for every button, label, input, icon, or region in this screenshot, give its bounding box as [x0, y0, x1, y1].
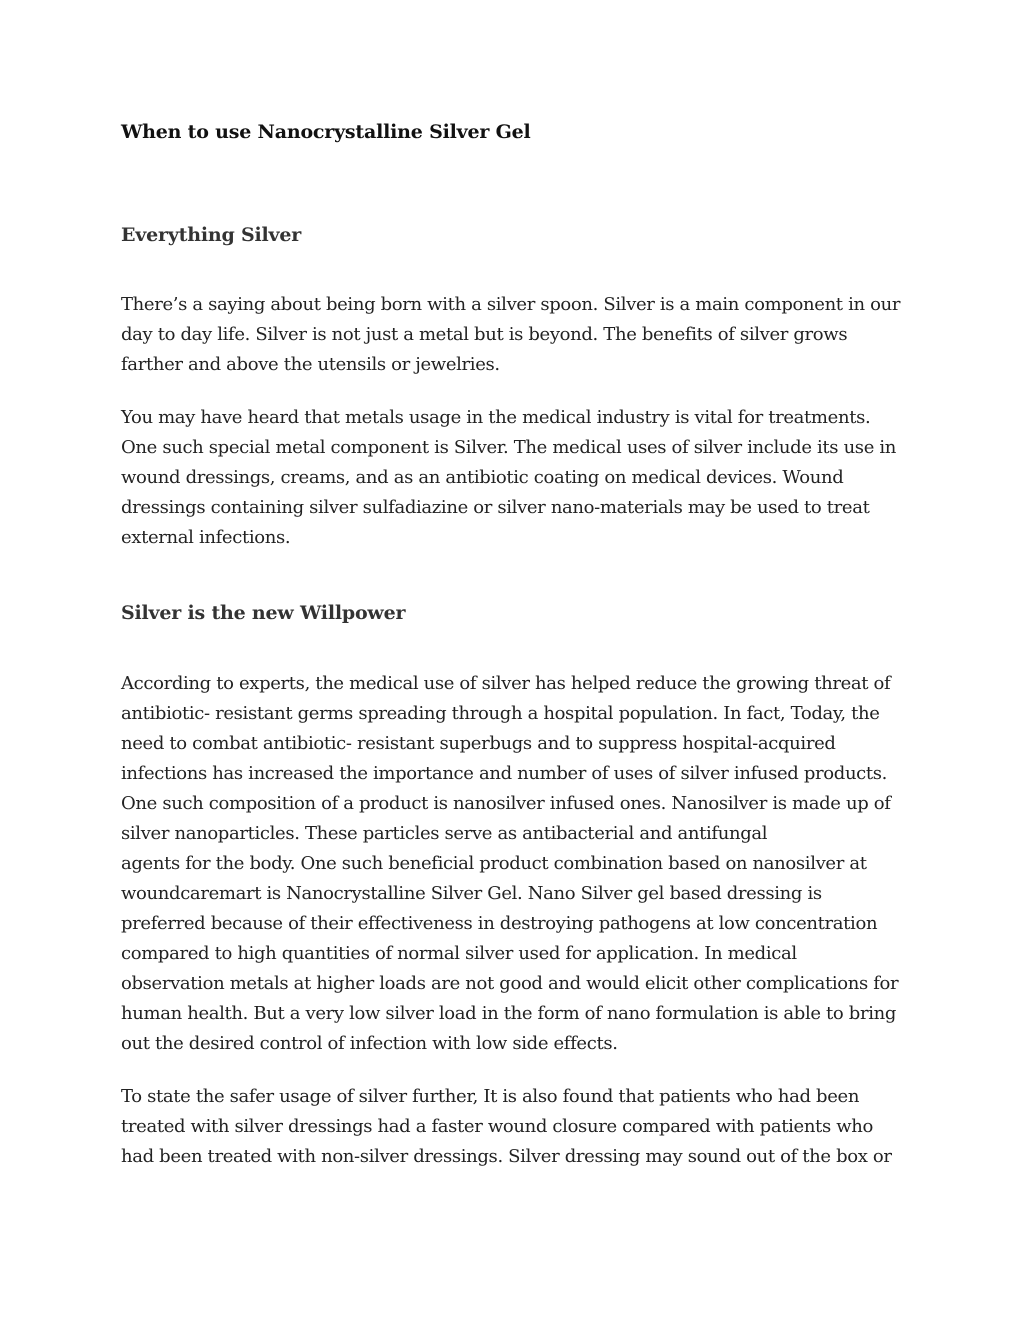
text-line: human health. But a very low silver load in the form of nano formulation is able to bring: [121, 1003, 897, 1024]
text-line: agents for the body. One such beneficial product combination based on nanosilver at: [121, 853, 867, 874]
text-line: had been treated with non-silver dressings. Silver dressing may sound out of the box or: [121, 1146, 892, 1167]
section-heading-willpower: Silver is the new Willpower: [121, 602, 406, 624]
text-line: woundcaremart is Nanocrystalline Silver Gel. Nano Silver gel based dressing is: [121, 883, 822, 904]
paragraph-medical-uses: [121, 403, 911, 553]
paragraph-silver-spoon: [121, 290, 911, 380]
document-page: [121, 118, 911, 1172]
text-line: day to day life. Silver is not just a metal but is beyond. The benefits of silver grows: [121, 324, 848, 345]
text-line: preferred because of their effectiveness in destroying pathogens at low concentration: [121, 913, 878, 934]
text-line: silver nanoparticles. These particles serve as antibacterial and antifungal: [121, 823, 768, 844]
text-line: observation metals at higher loads are not good and would elicit other complications for: [121, 973, 899, 994]
text-line: One such composition of a product is nanosilver infused ones. Nanosilver is made up of: [121, 793, 891, 814]
text-line: To state the safer usage of silver further, It is also found that patients who had been: [121, 1086, 860, 1107]
text-line: farther and above the utensils or jewelries.: [121, 354, 500, 375]
text-line: There’s a saying about being born with a silver spoon. Silver is a main component in our: [121, 294, 901, 315]
text-line: antibiotic- resistant germs spreading through a hospital population. In fact, Today, the: [121, 703, 880, 724]
text-line: treated with silver dressings had a faster wound closure compared with patients who: [121, 1116, 873, 1137]
text-line: dressings containing silver sulfadiazine or silver nano-materials may be used to treat: [121, 497, 870, 518]
text-line: According to experts, the medical use of silver has helped reduce the growing threat of: [121, 673, 891, 694]
text-line: One such special metal component is Silver. The medical uses of silver include its use in: [121, 437, 897, 458]
paragraph-experts: [121, 669, 911, 1059]
text-line: infections has increased the importance and number of uses of silver infused products.: [121, 763, 888, 784]
paragraph-safer-usage: [121, 1082, 911, 1172]
text-line: wound dressings, creams, and as an antibiotic coating on medical devices. Wound: [121, 467, 844, 488]
document-title: When to use Nanocrystalline Silver Gel: [121, 121, 531, 143]
text-line: external infections.: [121, 527, 291, 548]
text-line: compared to high quantities of normal silver used for application. In medical: [121, 943, 797, 964]
text-line: out the desired control of infection with low side effects.: [121, 1033, 618, 1054]
section-heading-everything-silver: Everything Silver: [121, 224, 302, 246]
text-line: You may have heard that metals usage in the medical industry is vital for treatments.: [121, 407, 871, 428]
text-line: need to combat antibiotic- resistant superbugs and to suppress hospital-acquired: [121, 733, 836, 754]
